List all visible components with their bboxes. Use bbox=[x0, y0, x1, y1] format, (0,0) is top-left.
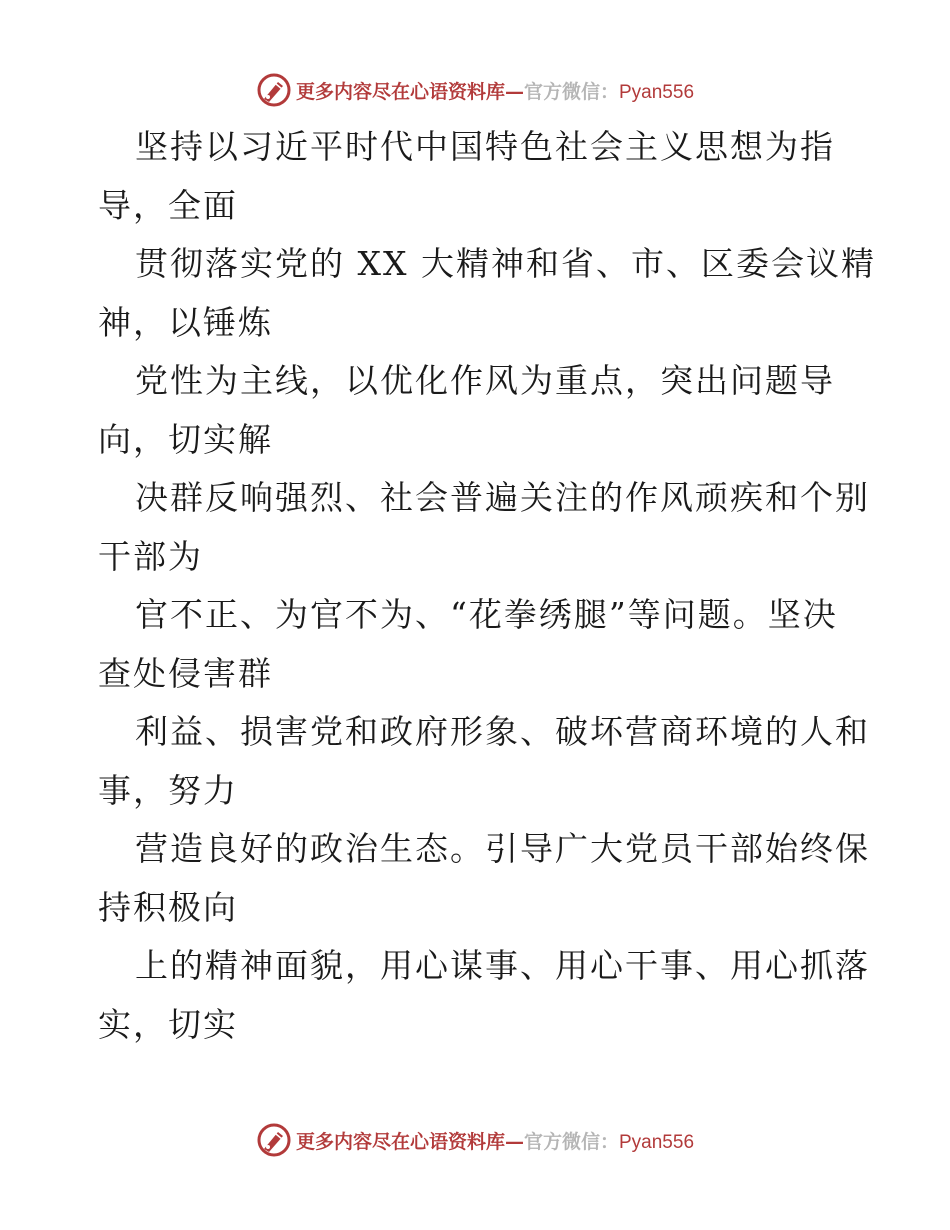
header-dash: — bbox=[504, 80, 524, 103]
body-line-6: 向，切实解 bbox=[98, 419, 273, 459]
document-body bbox=[98, 118, 876, 1054]
header-banner bbox=[0, 70, 950, 110]
footer-wechat-id: Pyan556 bbox=[619, 1131, 695, 1153]
body-line-10: 查处侵害群 bbox=[98, 653, 273, 693]
footer-dash: — bbox=[504, 1130, 524, 1153]
header-wechat-label: 官方微信： bbox=[523, 80, 619, 103]
body-line-8: 干部为 bbox=[98, 536, 203, 576]
body-line-4: 神，以锤炼 bbox=[98, 302, 273, 342]
body-line-9: 官不正、为官不为、“花拳绣腿”等问题。坚决 bbox=[135, 595, 838, 634]
body-line-2: 导，全面 bbox=[98, 185, 238, 225]
footer-wechat-label: 官方微信： bbox=[523, 1130, 619, 1153]
footer-site-text: 更多内容尽在心语资料库 bbox=[295, 1130, 505, 1153]
body-line-12: 事，努力 bbox=[98, 770, 238, 810]
pen-nib-logo-icon bbox=[256, 72, 292, 108]
body-line-7: 决群反响强烈、社会普遍关注的作风顽疾和个别 bbox=[135, 478, 870, 517]
body-line-1: 坚持以习近平时代中国特色社会主义思想为指 bbox=[135, 127, 835, 166]
header-banner-text bbox=[296, 77, 694, 104]
body-line-15: 上的精神面貌，用心谋事、用心干事、用心抓落 bbox=[135, 946, 870, 985]
body-line-16: 实，切实 bbox=[98, 1004, 238, 1044]
body-line-14: 持积极向 bbox=[98, 887, 238, 927]
body-line-5: 党性为主线，以优化作风为重点，突出问题导 bbox=[135, 361, 835, 400]
body-line-13: 营造良好的政治生态。引导广大党员干部始终保 bbox=[135, 829, 870, 868]
pen-nib-logo-icon bbox=[256, 1122, 292, 1158]
header-wechat-id: Pyan556 bbox=[619, 81, 695, 103]
header-site-text: 更多内容尽在心语资料库 bbox=[295, 80, 505, 103]
body-line-3: 贯彻落实党的 XX 大精神和省、市、区委会议精 bbox=[135, 244, 876, 283]
body-line-11: 利益、损害党和政府形象、破坏营商环境的人和 bbox=[135, 712, 870, 751]
footer-banner-text bbox=[296, 1127, 694, 1154]
footer-banner bbox=[0, 1120, 950, 1160]
